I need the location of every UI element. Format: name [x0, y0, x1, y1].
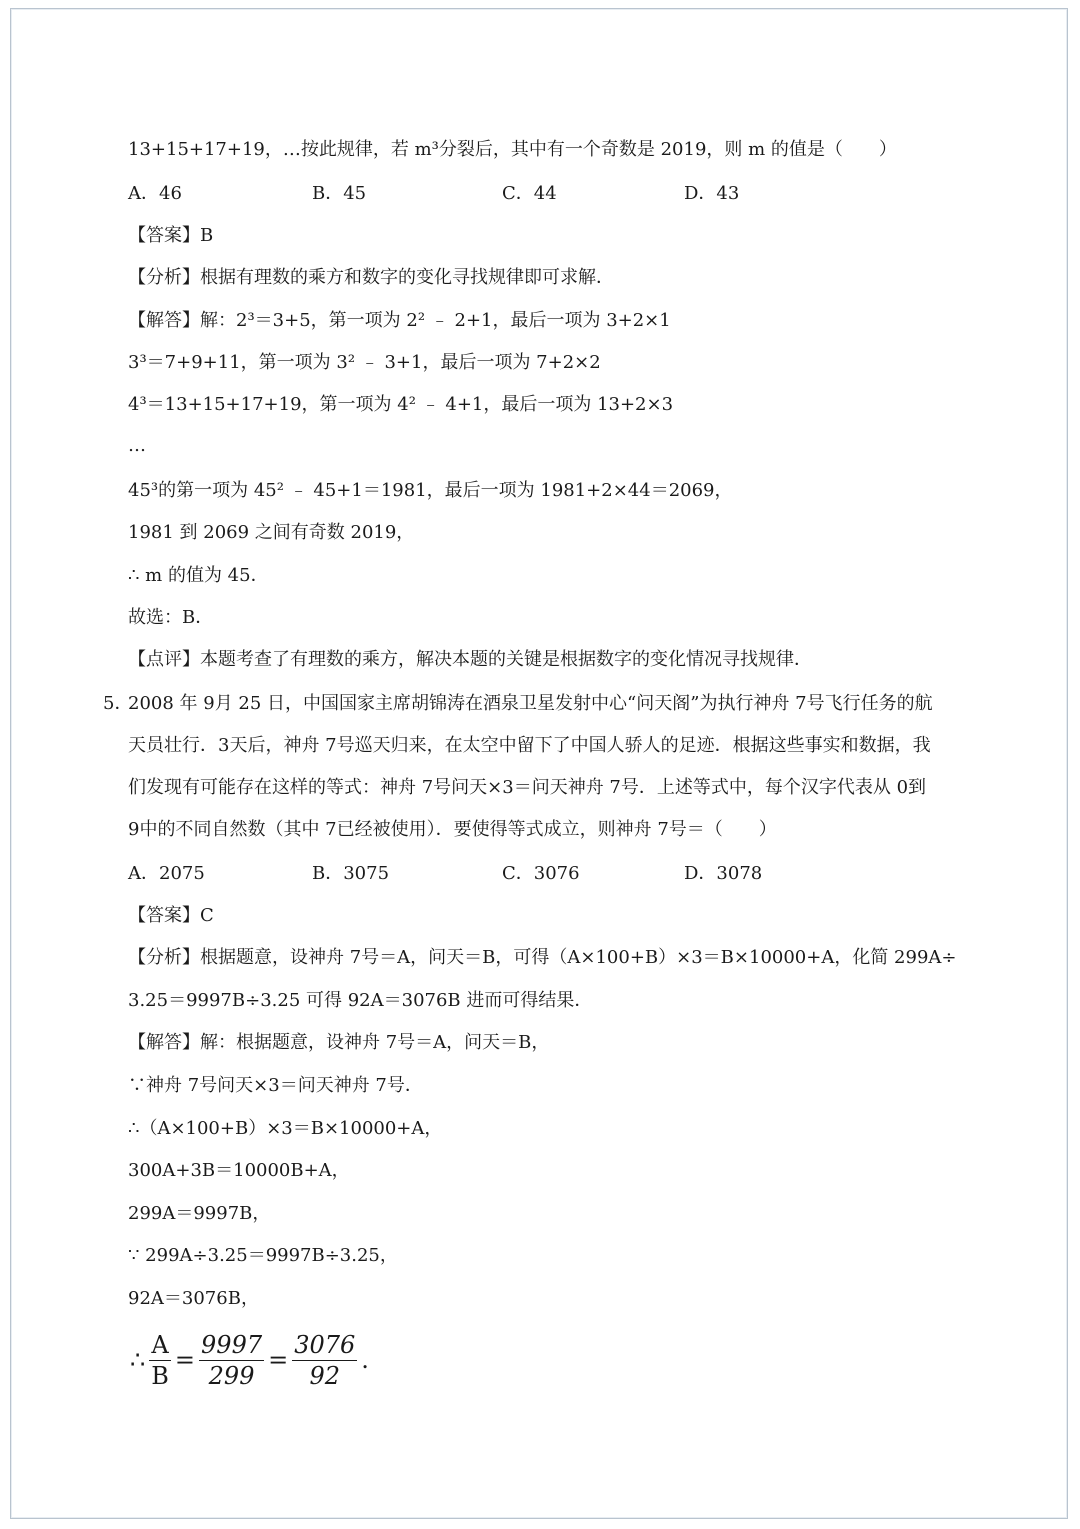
q5-solution-line-6: ∵ 299A÷3.25＝9997B÷3.25， — [128, 1245, 398, 1266]
q4-solution-line-1: 【解答】解：2³＝3+5，第一项为 2² ﹣ 2+1，最后一项为 3+2×1 — [128, 310, 671, 331]
q5-analysis-line-2: 3.25＝9997B÷3.25 可得 92A＝3076B 进而可得结果． — [128, 990, 593, 1011]
q5-option-c: C．3076 — [502, 863, 580, 884]
fraction-a-over-b — [149, 1330, 171, 1391]
fraction-numerator: A — [151, 1330, 169, 1359]
q5-solution-line-2: ∵神舟 7号问天×3＝问天神舟 7号． — [128, 1075, 423, 1096]
q4-solution-line-7: ∴ m 的值为 45． — [128, 565, 269, 586]
q5-stem-line-4: 9中的不同自然数（其中 7已经被使用）．要使得等式成立，则神舟 7号＝（ ） — [128, 819, 777, 840]
q5-solution-line-7: 92A＝3076B， — [128, 1288, 259, 1309]
fraction-denominator: 92 — [309, 1361, 341, 1390]
q5-option-d: D．3078 — [684, 863, 763, 884]
q4-solution-line-3: 4³＝13+15+17+19，第一项为 4² ﹣ 4+1，最后一项为 13+2×3 — [128, 394, 674, 415]
q4-option-c: C．44 — [502, 183, 557, 204]
q4-solution-line-5: 45³的第一项为 45² ﹣ 45+1＝1981，最后一项为 1981+2×44＝2069， — [128, 480, 733, 501]
q5-number: 5． — [103, 693, 133, 714]
fraction-numerator: 3076 — [294, 1330, 356, 1359]
q5-stem-line-2: 天员壮行．3天后，神舟 7号巡天归来，在太空中留下了中国人骄人的足迹．根据这些事实和数据，我 — [128, 735, 931, 756]
q4-stem-tail: 13+15+17+19，…按此规律，若 m³分裂后，其中有一个奇数是 2019，则 m 的值是（ ） — [128, 139, 897, 160]
equals-sign: = — [174, 1346, 196, 1374]
fraction-denominator: B — [151, 1361, 169, 1390]
q5-solution-line-1: 【解答】解：根据题意，设神舟 7号＝A，问天＝B， — [128, 1032, 550, 1053]
fraction-3076-over-92 — [292, 1330, 357, 1391]
q4-comment: 【点评】本题考查了有理数的乘方，解决本题的关键是根据数字的变化情况寻找规律． — [128, 649, 812, 670]
q5-answer: 【答案】C — [128, 905, 214, 926]
q5-solution-line-4: 300A+3B＝10000B+A， — [128, 1160, 350, 1181]
equals-sign: = — [268, 1346, 289, 1374]
q5-solution-line-5: 299A＝9997B， — [128, 1203, 271, 1224]
period: . — [361, 1346, 369, 1374]
q5-option-a: A．2075 — [128, 863, 205, 884]
fraction-9997-over-299 — [199, 1330, 264, 1391]
q5-solution-line-3: ∴（A×100+B）×3＝B×10000+A， — [128, 1118, 443, 1139]
q5-stem-line-1: 2008 年 9月 25 日，中国国家主席胡锦涛在酒泉卫星发射中心“问天阁”为执行神舟 7号飞行任务的航 — [128, 693, 933, 714]
q4-option-d: D．43 — [684, 183, 740, 204]
q4-option-a: A．46 — [128, 183, 182, 204]
q4-option-b: B．45 — [312, 183, 367, 204]
fraction-denominator: 299 — [208, 1361, 255, 1390]
q4-answer: 【答案】B — [128, 225, 214, 246]
fraction-numerator: 9997 — [201, 1330, 263, 1359]
q5-analysis-line-1: 【分析】根据题意，设神舟 7号＝A，问天＝B，可得（A×100+B）×3＝B×10000+A，化简 299A÷ — [128, 947, 957, 968]
q5-option-b: B．3075 — [312, 863, 390, 884]
q4-solution-line-6: 1981 到 2069 之间有奇数 2019， — [128, 522, 415, 543]
q5-stem-line-3: 们发现有可能存在这样的等式：神舟 7号问天×3＝问天神舟 7号．上述等式中，每个汉字代表从 0到 — [128, 777, 927, 798]
q4-solution-line-8: 故选：B． — [128, 607, 214, 628]
q4-analysis: 【分析】根据有理数的乘方和数字的变化寻找规律即可求解． — [128, 267, 614, 288]
q4-solution-line-4: … — [128, 435, 146, 456]
q4-solution-line-2: 3³＝7+9+11，第一项为 3² ﹣ 3+1，最后一项为 7+2×2 — [128, 352, 601, 373]
fraction-equation — [128, 1328, 371, 1392]
therefore-symbol: ∴ — [130, 1346, 146, 1374]
